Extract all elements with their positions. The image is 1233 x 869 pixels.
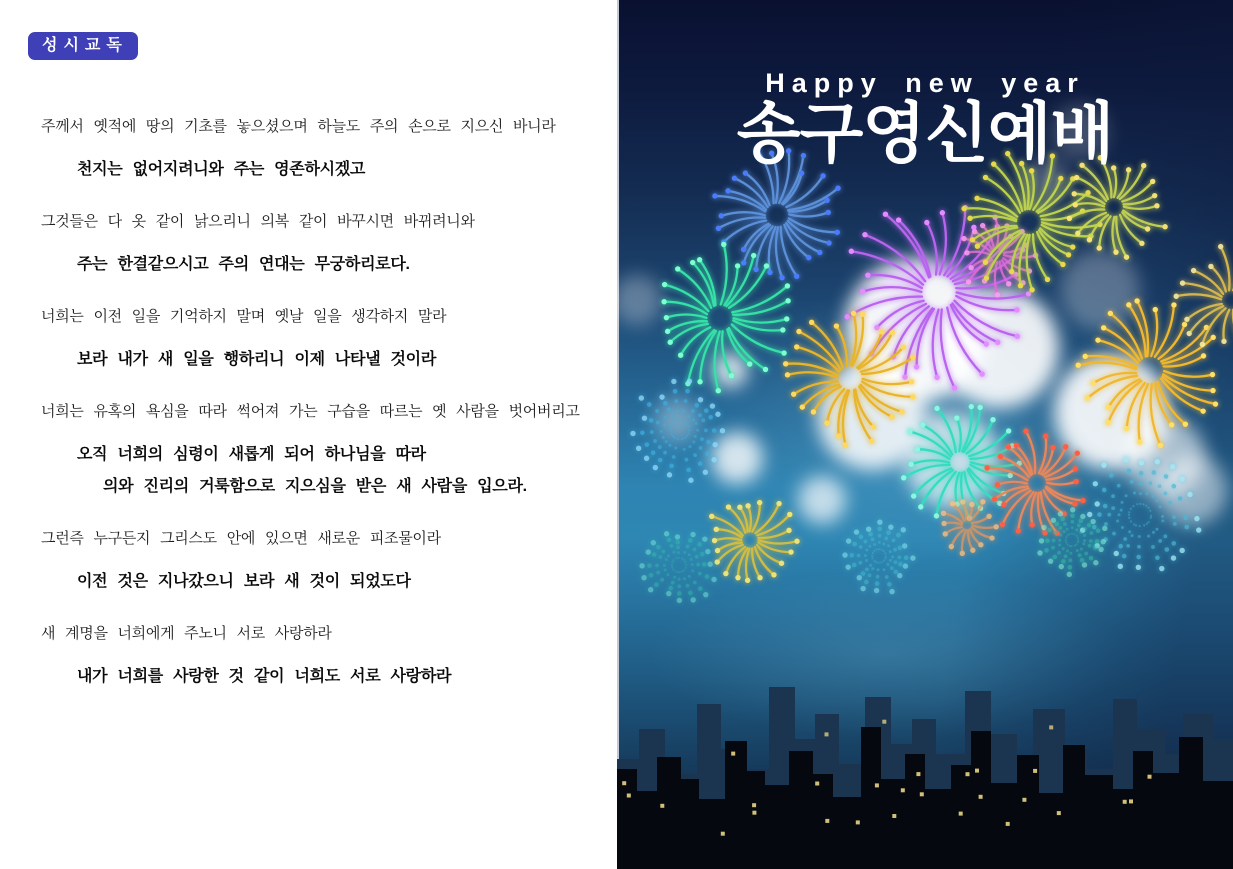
reading-line: 보라 내가 새 일을 행하리니 이제 나타낼 것이라 — [77, 351, 436, 368]
reading-line: 의와 진리의 거룩함으로 지으심을 받은 새 사람을 입으라. — [103, 478, 527, 495]
reading-lines — [41, 117, 611, 687]
firework — [842, 519, 915, 594]
reading-line: 천지는 없어지려니와 주는 영존하시겠고 — [77, 161, 366, 178]
reading-line: 그것들은 다 옷 같이 낡으리니 의복 같이 바꾸시면 바뀌려니와 — [41, 213, 475, 230]
reading-line: 너희는 유혹의 욕심을 따라 썩어져 가는 구습을 따르는 옛 사람을 벗어버리고 — [41, 403, 580, 420]
city-skyline-graphic — [617, 684, 1233, 869]
reading-line: 너희는 이전 일을 기억하지 말며 옛날 일을 생각하지 말라 — [41, 308, 447, 325]
reading-line: 주는 한결같으시고 주의 연대는 무궁하리로다. — [77, 256, 410, 273]
new-year-poster — [617, 0, 1233, 869]
reading-line: 주께서 옛적에 땅의 기초를 놓으셨으며 하늘도 주의 손으로 지으신 바니라 — [41, 118, 556, 135]
reading-line: 내가 너희를 사랑한 것 같이 너희도 서로 사랑하라 — [77, 668, 452, 685]
reading-line: 그런즉 누구든지 그리스도 안에 있으면 새로운 피조물이라 — [41, 530, 441, 547]
reading-line: 이전 것은 지나갔으니 보라 새 것이 되었도다 — [77, 573, 411, 590]
poster-subtitle: Happy new year — [765, 68, 1085, 98]
reading-line: 오직 너희의 심령이 새롭게 되어 하나님을 따라 — [77, 446, 426, 463]
firework — [639, 531, 716, 603]
firework — [709, 500, 800, 583]
poster-title: 송구영신예배 — [736, 96, 1114, 170]
section-badge: 성시교독 — [28, 32, 138, 60]
reading-line: 새 계명을 너희에게 주노니 서로 사랑하라 — [41, 625, 332, 642]
